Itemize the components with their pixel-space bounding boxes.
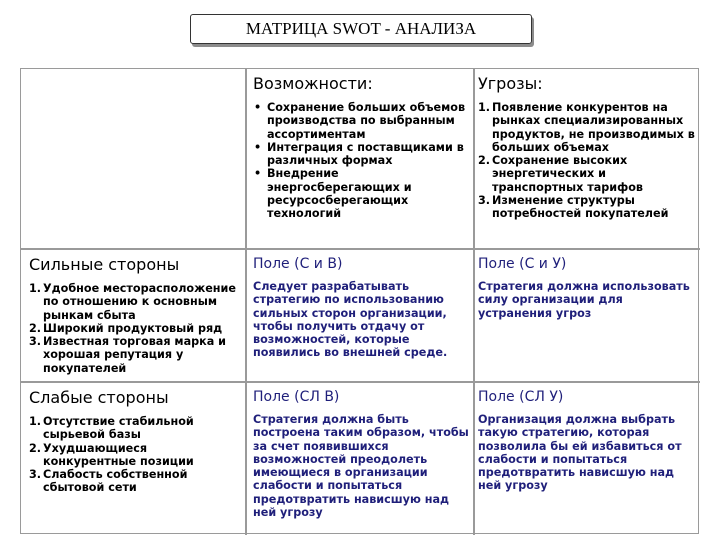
wo-strategy-text: Стратегия должна быть построена таким образом, чтобы за счет появившихся возможностей преодолеть имеющиеся в организации слабости и попытаться предотвратить нависшую над ней угрозу [253,413,469,520]
wo-strategy-header: Поле (СЛ В) [253,389,340,405]
st-strategy-text: Стратегия должна использовать силу организации для устранения угроз [478,280,690,320]
opportunity-item: • Внедрение энергосберегающих и ресурсосберегающих технологий [253,167,470,220]
wo-strategy-cell [247,383,475,535]
strengths-cell [21,250,247,383]
threats-header: Угрозы: [478,74,543,93]
opportunity-item: • Сохранение больших объемов производства по выбранным ассортиментам [253,101,470,141]
so-strategy-text: Следует разрабатывать стратегию по использованию сильных сторон организации, чтобы получить отдачу от возможностей, которые появились во внешней среде. [253,280,448,360]
opportunities-cell [247,69,475,250]
weaknesses-header: Слабые стороны [29,388,169,407]
st-strategy-header: Поле (С и У) [478,256,567,272]
so-strategy-header: Поле (С и В) [253,256,343,272]
weaknesses-cell [21,383,247,535]
so-strategy-cell [247,250,475,383]
opportunities-header: Возможности: [253,74,373,93]
strength-item: 1. Удобное месторасположение по отношению к основным рынкам сбыта [29,282,236,322]
threat-item: 3. Изменение структуры потребностей покупателей [478,194,669,221]
wt-strategy-cell [475,383,700,535]
threat-item: 1. Появление конкурентов на рынках специализированных продуктов, не производимых в больших объемах [478,101,695,154]
wt-strategy-header: Поле (СЛ У) [478,389,564,405]
st-strategy-cell [475,250,700,383]
weakness-item: 1. Отсутствие стабильной сырьевой базы [29,415,194,442]
empty-corner-cell [21,69,247,250]
strength-item: 2. Широкий продуктовый ряд [29,321,223,335]
swot-matrix [20,68,699,534]
strength-item: 3. Известная торговая марка и хорошая репутация у покупателей [29,335,226,375]
weakness-item: 2. Ухудшающиеся конкурентные позиции [29,441,194,468]
page-title: МАТРИЦА SWOT - АНАЛИЗА [190,14,532,44]
threats-cell [475,69,700,250]
strengths-header: Сильные стороны [29,255,180,274]
wt-strategy-text: Организация должна выбрать такую стратегию, которая позволила бы ей избавиться от слабости и попытаться предотвратить нависшую над ней угрозу [478,413,682,493]
threat-item: 2. Сохранение высоких энергетических и транспортных тарифов [478,154,644,194]
opportunity-item: • Интеграция с поставщиками в различных формах [253,141,470,168]
weakness-item: 3. Слабость собственной сбытовой сети [29,468,188,495]
